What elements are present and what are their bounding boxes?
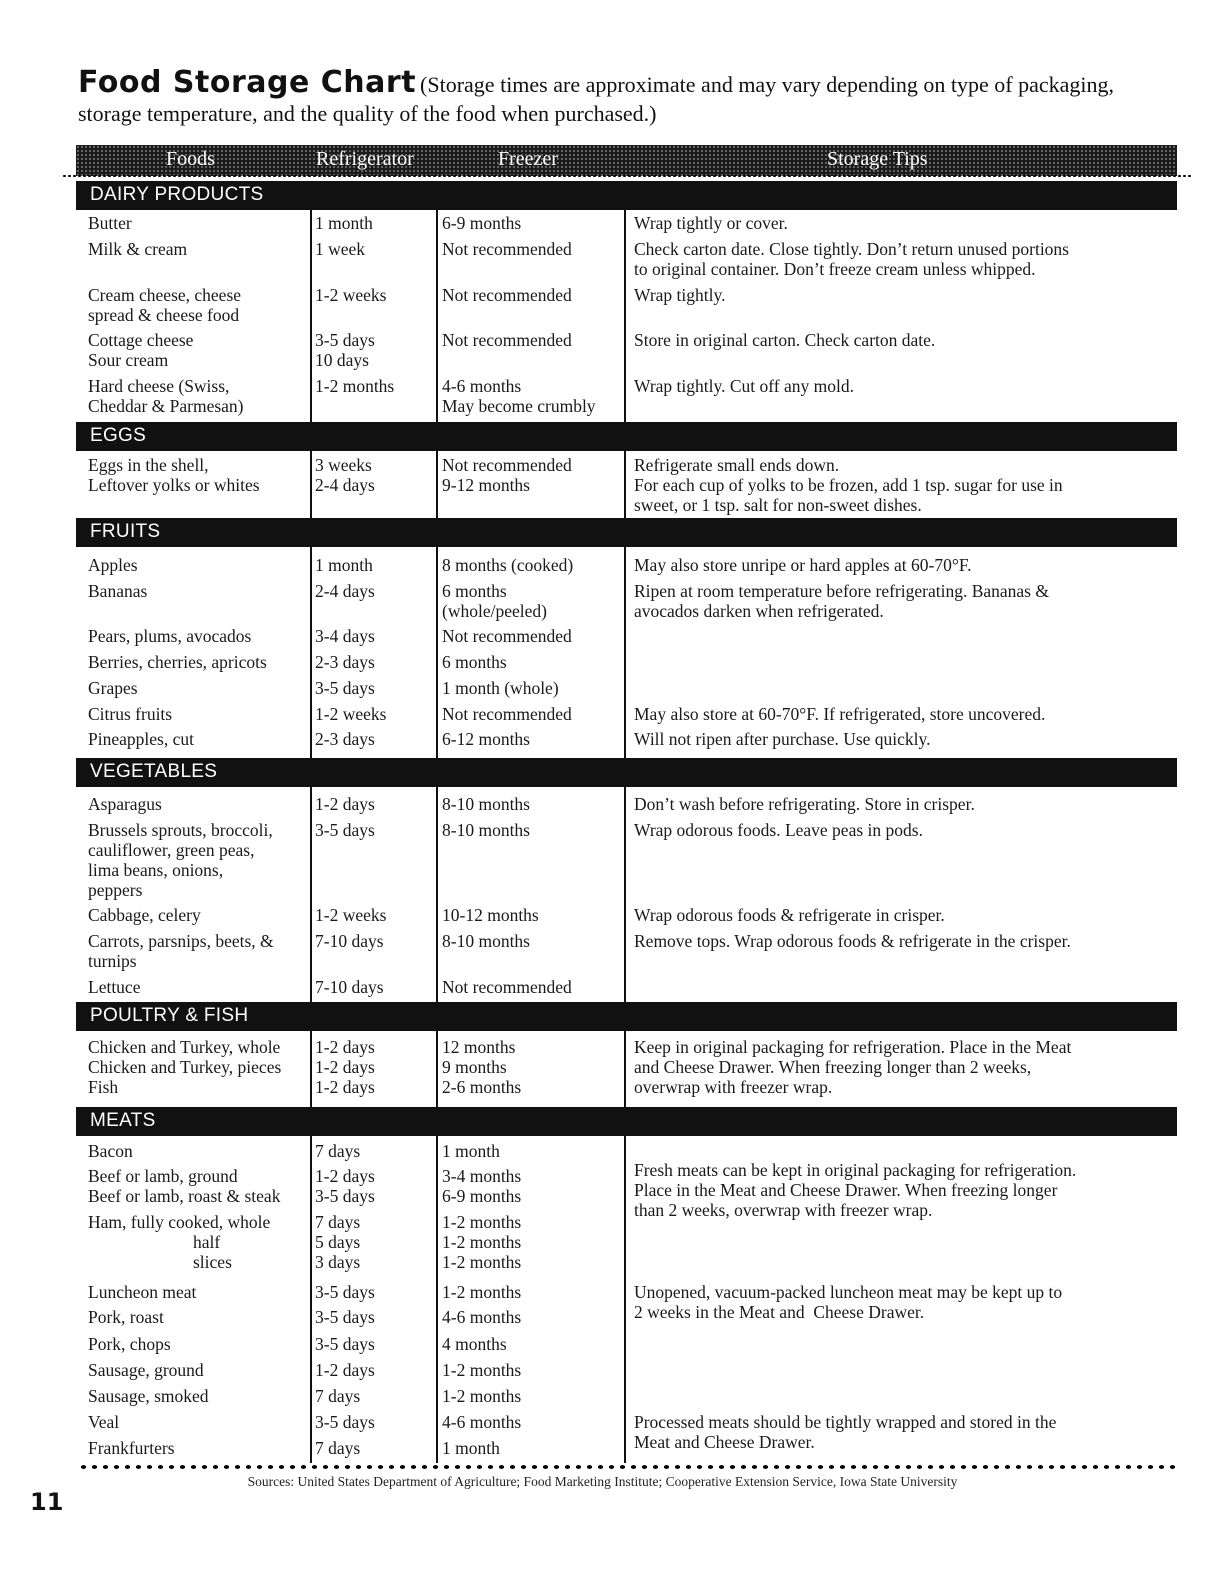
freezer-cell: 8 months (cooked)	[442, 555, 574, 575]
food-name-cell: Lettuce	[88, 977, 141, 997]
refrigerator-cell: 1-2 days	[315, 1360, 375, 1380]
refrigerator-cell: 1 month	[315, 555, 373, 575]
column-divider	[624, 210, 626, 448]
food-name-cell: Eggs in the shell, Leftover yolks or whites	[88, 455, 260, 495]
refrigerator-cell: 3-5 days	[315, 820, 375, 840]
section-header	[76, 1002, 1177, 1031]
storage-tip-cell: Unopened, vacuum-packed luncheon meat may be kept up to 2 weeks in the Meat and Cheese Drawer.	[634, 1282, 1063, 1322]
freezer-cell: 1 month	[442, 1438, 500, 1458]
freezer-cell: 6 months	[442, 652, 507, 672]
food-name-cell: Luncheon meat	[88, 1282, 197, 1302]
food-name-cell: Hard cheese (Swiss, Cheddar & Parmesan)	[88, 376, 244, 416]
food-name-cell: Berries, cherries, apricots	[88, 652, 267, 672]
storage-tip-cell: Remove tops. Wrap odorous foods & refrigerate in the crisper.	[634, 931, 1071, 951]
freezer-cell: 12 months 9 months 2-6 months	[442, 1037, 522, 1097]
freezer-cell: Not recommended	[442, 704, 572, 724]
food-name-cell: Beef or lamb, ground Beef or lamb, roast & steak	[88, 1166, 281, 1206]
refrigerator-cell: 3-5 days	[315, 678, 375, 698]
storage-tip-cell: Wrap tightly.	[634, 285, 726, 305]
refrigerator-cell: 1-2 days 1-2 days 1-2 days	[315, 1037, 375, 1097]
freezer-cell: 8-10 months	[442, 820, 530, 840]
storage-tip-cell: Processed meats should be tightly wrapped and stored in the Meat and Cheese Drawer.	[634, 1412, 1057, 1452]
food-name-cell: Pineapples, cut	[88, 729, 194, 749]
storage-tip-cell: Wrap tightly. Cut off any mold.	[634, 376, 854, 396]
column-divider	[310, 210, 312, 448]
food-name-cell: Chicken and Turkey, whole Chicken and Turkey, pieces Fish	[88, 1037, 282, 1097]
page-number: 11	[30, 1488, 64, 1516]
freezer-cell: Not recommended	[442, 626, 572, 646]
freezer-cell: 1 month (whole)	[442, 678, 559, 698]
freezer-cell: Not recommended	[442, 239, 572, 259]
storage-tip-cell: Check carton date. Close tightly. Don’t return unused portions to original container. Don’t freeze cream unless whipped.	[634, 239, 1069, 279]
food-name-cell: Carrots, parsnips, beets, & turnips	[88, 931, 274, 971]
refrigerator-cell: 3-5 days	[315, 1282, 375, 1302]
refrigerator-cell: 7 days	[315, 1141, 361, 1161]
refrigerator-cell: 2-4 days	[315, 581, 375, 601]
food-name-cell: Veal	[88, 1412, 120, 1432]
refrigerator-cell: 1-2 weeks	[315, 285, 387, 305]
freezer-cell: 8-10 months	[442, 794, 530, 814]
food-name-cell: Bacon	[88, 1141, 133, 1161]
freezer-cell: Not recommended 9-12 months	[442, 455, 572, 495]
freezer-cell: 8-10 months	[442, 931, 530, 951]
column-header-foods: Foods	[166, 148, 215, 170]
storage-tip-cell: Keep in original packaging for refrigeration. Place in the Meat and Cheese Drawer. When freezing longer than 2 weeks, overwrap with freezer wrap.	[634, 1037, 1072, 1097]
freezer-cell: 6 months (whole/peeled)	[442, 581, 547, 621]
column-divider	[436, 787, 438, 1028]
refrigerator-cell: 7 days	[315, 1386, 361, 1406]
column-divider	[310, 547, 312, 784]
bottom-dotted-rule	[78, 1463, 1179, 1471]
refrigerator-cell: 3-5 days	[315, 1307, 375, 1327]
refrigerator-cell: 7 days	[315, 1438, 361, 1458]
food-name-cell: Sausage, ground	[88, 1360, 204, 1380]
food-name-cell: Pork, roast	[88, 1307, 164, 1327]
food-name-cell: Pears, plums, avocados	[88, 626, 252, 646]
freezer-cell: 1-2 months	[442, 1386, 522, 1406]
freezer-cell: 1-2 months 1-2 months 1-2 months	[442, 1212, 522, 1272]
freezer-cell: Not recommended	[442, 977, 572, 997]
section-label: POULTRY & FISH	[90, 1005, 249, 1026]
refrigerator-cell: 1-2 months	[315, 376, 395, 396]
food-name-cell: Apples	[88, 555, 138, 575]
column-divider	[624, 1136, 626, 1463]
refrigerator-cell: 7 days 5 days 3 days	[315, 1212, 361, 1272]
section-header	[76, 1107, 1177, 1136]
column-divider	[310, 787, 312, 1028]
food-name-cell: Citrus fruits	[88, 704, 173, 724]
food-name-cell: Ham, fully cooked, whole half slices	[88, 1212, 271, 1272]
storage-tip-cell: May also store at 60-70°F. If refrigerated, store uncovered.	[634, 704, 1046, 724]
food-name-cell: Bananas	[88, 581, 148, 601]
column-header-refrigerator: Refrigerator	[316, 148, 414, 170]
food-name-cell: Sausage, smoked	[88, 1386, 209, 1406]
sources-text: Sources: United States Department of Agriculture; Food Marketing Institute; Cooperative Extension Service, Iowa State University	[247, 1474, 958, 1489]
storage-tip-cell: Don’t wash before refrigerating. Store in crisper.	[634, 794, 975, 814]
section-header	[76, 422, 1177, 451]
freezer-cell: Not recommended	[442, 285, 572, 305]
column-divider	[624, 787, 626, 1028]
refrigerator-cell: 2-3 days	[315, 652, 375, 672]
section-label: VEGETABLES	[90, 761, 218, 782]
storage-tip-cell: Will not ripen after purchase. Use quickly.	[634, 729, 931, 749]
freezer-cell: 4-6 months	[442, 1412, 522, 1432]
section-header	[76, 181, 1177, 210]
storage-tip-cell: Ripen at room temperature before refrigerating. Bananas & avocados darken when refrigerated.	[634, 581, 1049, 621]
storage-tip-cell: Refrigerate small ends down. For each cup of yolks to be frozen, add 1 tsp. sugar for use in sweet, or 1 tsp. salt for non-sweet dishes.	[634, 455, 1063, 515]
column-divider	[436, 210, 438, 448]
freezer-cell: 6-12 months	[442, 729, 530, 749]
sources-note	[0, 1474, 1225, 1490]
freezer-cell: 1-2 months	[442, 1360, 522, 1380]
page-title: Food Storage Chart	[78, 65, 417, 100]
refrigerator-cell: 2-3 days	[315, 729, 375, 749]
freezer-cell: 3-4 months 6-9 months	[442, 1166, 522, 1206]
storage-tip-cell: May also store unripe or hard apples at 60-70°F.	[634, 555, 972, 575]
column-header-freezer: Freezer	[498, 148, 558, 170]
refrigerator-cell: 1-2 days	[315, 794, 375, 814]
food-storage-table	[76, 145, 1177, 1463]
header-dotted-rule	[62, 174, 1191, 178]
table-header	[76, 145, 1177, 176]
refrigerator-cell: 1 month	[315, 213, 373, 233]
column-divider	[436, 1136, 438, 1463]
storage-tip-cell: Store in original carton. Check carton date.	[634, 330, 936, 350]
storage-tip-cell: Fresh meats can be kept in original packaging for refrigeration. Place in the Meat and Cheese Drawer. When freezing longer than 2 weeks, overwrap with freezer wrap.	[634, 1160, 1077, 1220]
freezer-cell: 10-12 months	[442, 905, 539, 925]
refrigerator-cell: 3-4 days	[315, 626, 375, 646]
food-name-cell: Cabbage, celery	[88, 905, 201, 925]
refrigerator-cell: 7-10 days	[315, 977, 384, 997]
food-name-cell: Grapes	[88, 678, 138, 698]
refrigerator-cell: 3 weeks 2-4 days	[315, 455, 375, 495]
column-divider	[436, 547, 438, 784]
section-label: FRUITS	[90, 521, 161, 542]
section-label: DAIRY PRODUCTS	[90, 184, 264, 205]
refrigerator-cell: 1 week	[315, 239, 366, 259]
refrigerator-cell: 1-2 weeks	[315, 704, 387, 724]
food-name-cell: Frankfurters	[88, 1438, 175, 1458]
column-divider	[624, 547, 626, 784]
refrigerator-cell: 3-5 days	[315, 1334, 375, 1354]
chart-title-block	[78, 65, 1178, 130]
refrigerator-cell: 3-5 days 10 days	[315, 330, 375, 370]
freezer-cell: 4 months	[442, 1334, 507, 1354]
storage-tip-cell: Wrap odorous foods. Leave peas in pods.	[634, 820, 923, 840]
freezer-cell: 4-6 months	[442, 1307, 522, 1327]
food-name-cell: Butter	[88, 213, 132, 233]
food-name-cell: Asparagus	[88, 794, 162, 814]
section-label: EGGS	[90, 425, 147, 446]
section-header	[76, 758, 1177, 787]
section-label: MEATS	[90, 1110, 156, 1131]
freezer-cell: 1 month	[442, 1141, 500, 1161]
refrigerator-cell: 1-2 weeks	[315, 905, 387, 925]
column-divider	[310, 1136, 312, 1463]
section-header	[76, 518, 1177, 547]
refrigerator-cell: 7-10 days	[315, 931, 384, 951]
food-name-cell: Cottage cheese Sour cream	[88, 330, 194, 370]
food-name-cell: Pork, chops	[88, 1334, 171, 1354]
freezer-cell: 6-9 months	[442, 213, 522, 233]
storage-tip-cell: Wrap odorous foods & refrigerate in crisper.	[634, 905, 945, 925]
food-name-cell: Cream cheese, cheese spread & cheese food	[88, 285, 242, 325]
column-header-storage-tips: Storage Tips	[827, 148, 928, 170]
title-note: (Storage times are approximate and may vary depending on type of packaging, storage temperature, and the quality of the food when purchased.)	[78, 72, 1115, 126]
refrigerator-cell: 3-5 days	[315, 1412, 375, 1432]
freezer-cell: 4-6 months May become crumbly	[442, 376, 596, 416]
food-name-cell: Brussels sprouts, broccoli, cauliflower, green peas, lima beans, onions, peppers	[88, 820, 273, 900]
food-name-cell: Milk & cream	[88, 239, 188, 259]
freezer-cell: Not recommended	[442, 330, 572, 350]
storage-tip-cell: Wrap tightly or cover.	[634, 213, 788, 233]
refrigerator-cell: 1-2 days 3-5 days	[315, 1166, 375, 1206]
freezer-cell: 1-2 months	[442, 1282, 522, 1302]
